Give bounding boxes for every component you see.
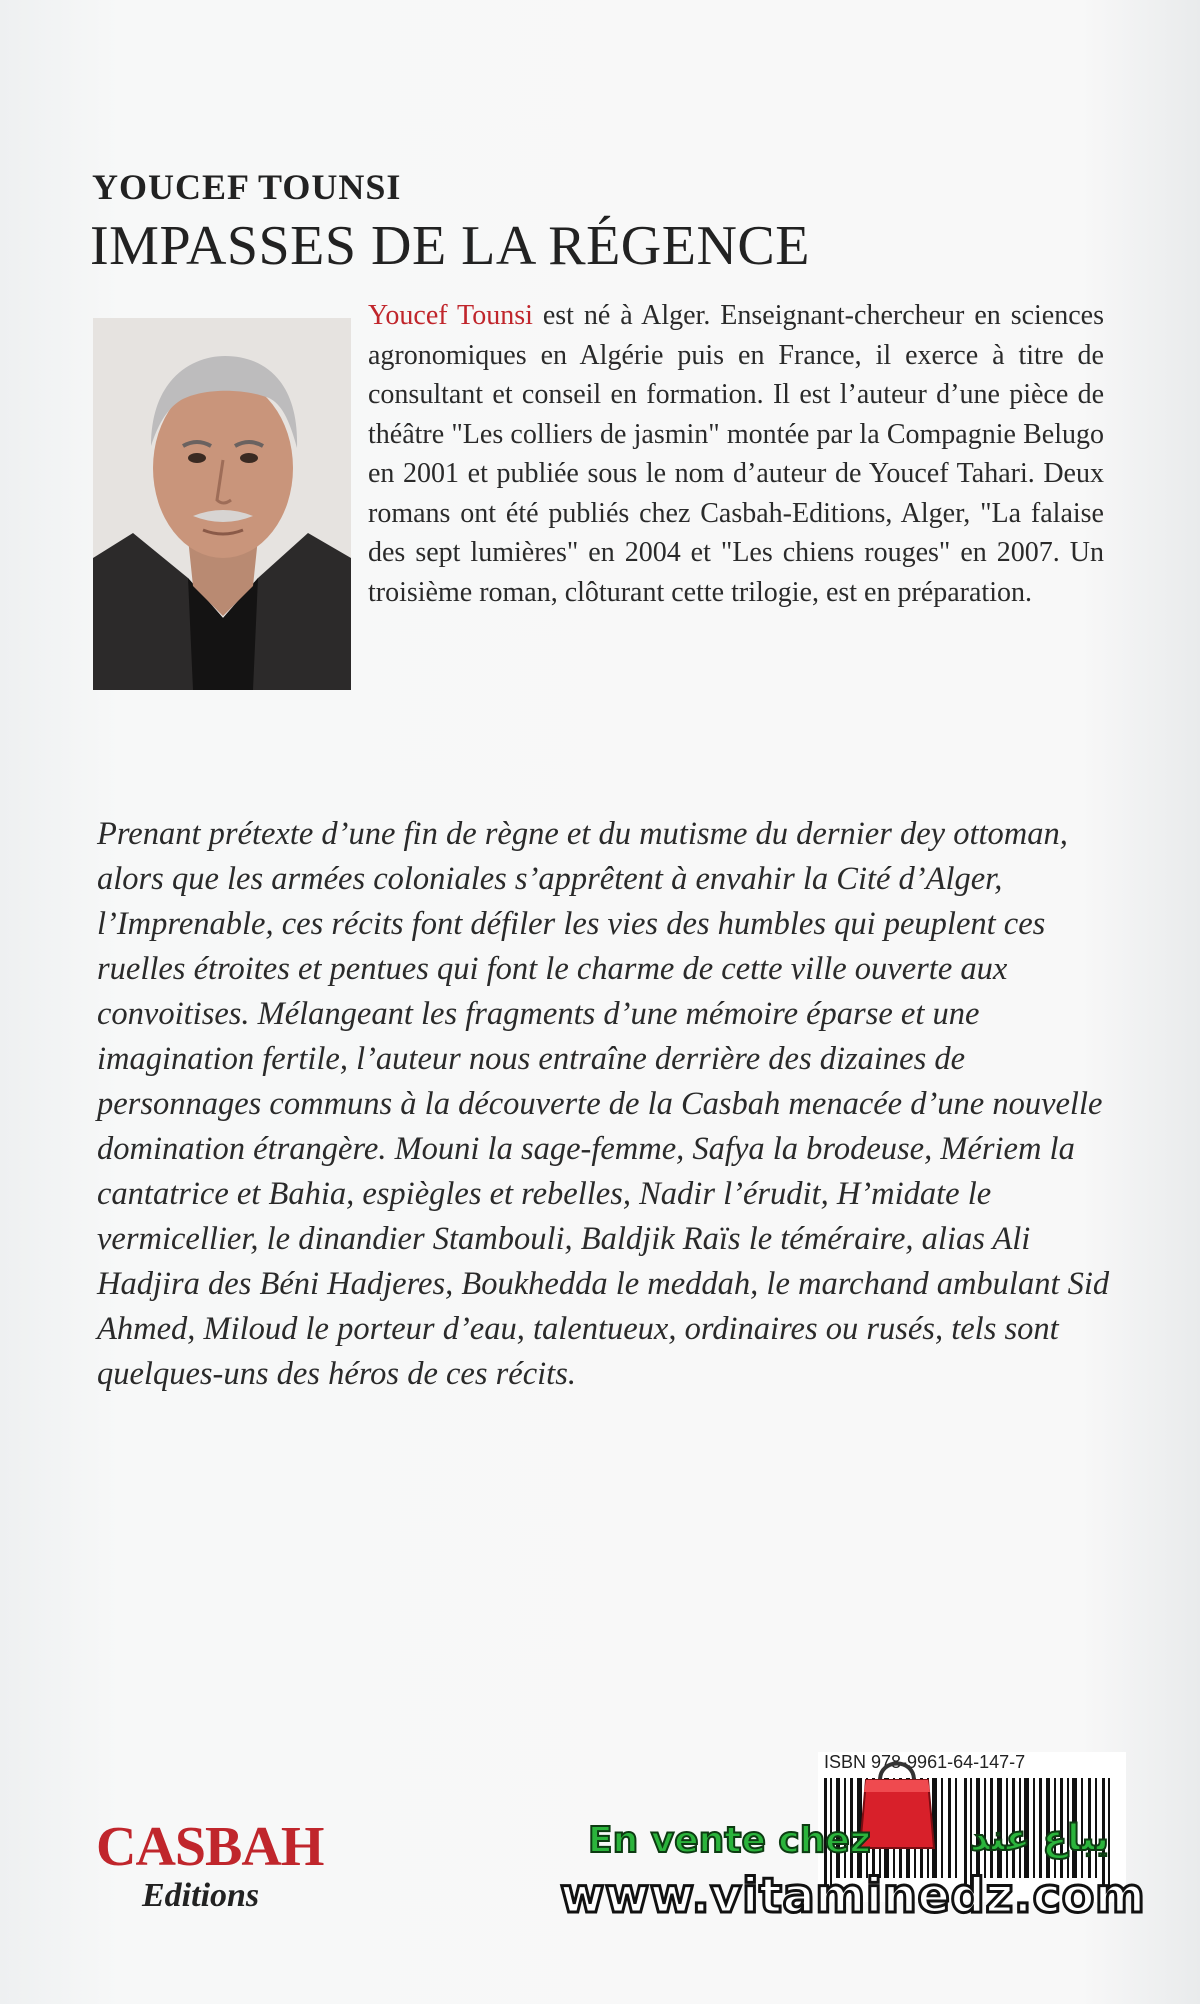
publisher-logo-main: CASBAH [96,1816,324,1878]
author-portrait-image [93,318,351,690]
isbn-label: ISBN 978-9961-64-147-7 [824,1752,1026,1772]
publisher-logo [96,1815,336,1925]
watermark-url[interactable]: www.vitaminedz.com [560,1868,1146,1924]
author-name-highlight: Youcef Tounsi [368,300,533,331]
author-biography [368,296,1104,612]
isbn-prefix: ISBN [824,1752,867,1772]
publisher-logo-sub: Editions [142,1877,260,1914]
isbn-number: 9961-64-147-7 [907,1752,1026,1772]
watermark-arabic-text: يباع عند [970,1818,1109,1859]
book-summary: Prenant prétexte d’une fin de règne et du mutisme du dernier dey ottoman, alors que les armées coloniales s’apprêtent à envahir la Cité d’Alger, l’Imprenable, ces récits font défiler les vies des humbles qui peuplent ces ruelles étroites et pentues qui font le charme de cette ville ouverte aux convoitises. Mélangeant les fragments d’une mémoire éparse et une imagination fertile, l’auteur nous entraîne derrière des dizaines de personnages communs à la découverte de la Casbah menacée d’une nouvelle domination étrangère. Mouni la sage-femme, Safya la brodeuse, Mériem la cantatrice et Bahia, espiègles et rebelles, Nadir l’érudit, H’midate le vermicellier, le dinandier Stambouli, Baldjik Raïs le téméraire, alias Ali Hadjira des Béni Hadjeres, Boukhedda le meddah, le marchand ambulant Sid Ahmed, Miloud le porteur d’eau, talentueux, ordinaires ou rusés, tels sont quelques-uns des héros de ces récits. [97,816,1110,1392]
watermark-vente-text: En vente chez [588,1820,871,1861]
author-name: YOUCEF TOUNSI [92,167,402,207]
book-title: IMPASSES DE LA RÉGENCE [90,215,810,277]
biography-text: est né à Alger. Enseignant-chercheur en sciences agronomiques en Algérie puis en France, il exerce à titre de consultant et conseil en formation. Il est l’auteur d’une pièce de théâtre "Les colliers de jasmin" montée par la Compagnie Belugo en 2001 et publiée sous le nom d’auteur de Youcef Tahari. Deux romans ont été publiés chez Casbah-Editions, Alger, "La falaise des sept lumières" en 2004 et "Les chiens rouges" en 2007. Un troisième roman, clôturant cette trilogie, est en préparation. [368,300,1104,608]
author-photo [93,318,351,690]
